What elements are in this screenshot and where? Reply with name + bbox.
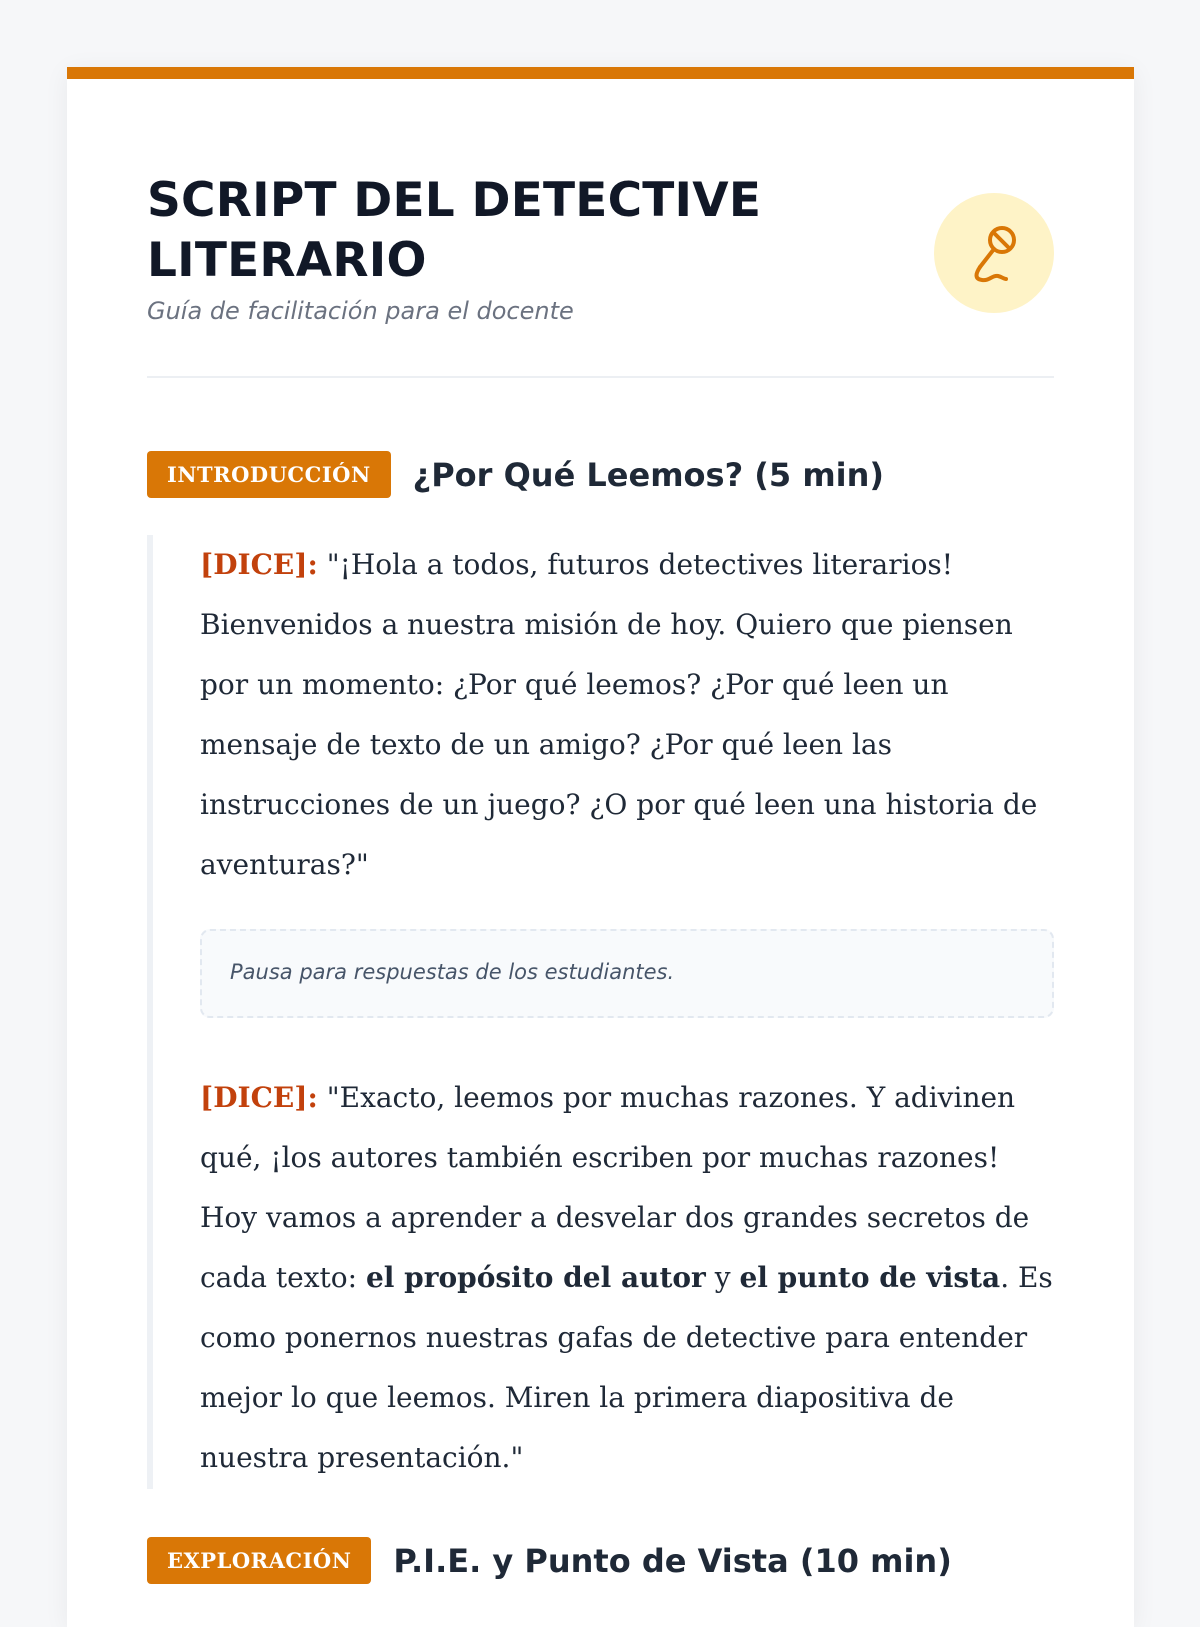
paragraph-emphasis: el punto de vista <box>739 1261 1001 1294</box>
section-badge: EXPLORACIÓN <box>147 1537 371 1584</box>
paragraph-text: "Exacto, leemos por muchas razones. Y adivinen qué, ¡los autores también escriben por muchas razones! Hoy vamos a aprender a desvelar dos grandes secretos de cada texto: <box>200 1081 1030 1294</box>
speaker-label: [DICE]: <box>200 1081 318 1114</box>
section-heading-introduccion <box>147 451 884 498</box>
section-title: P.I.E. y Punto de Vista (10 min) <box>393 1541 952 1580</box>
pause-note-text: Pausa para respuestas de los estudiantes. <box>230 960 675 984</box>
page-title: SCRIPT DEL DETECTIVE LITERARIO <box>147 173 762 288</box>
section-title: ¿Por Qué Leemos? (5 min) <box>412 455 885 494</box>
section-heading-exploracion <box>147 1537 952 1584</box>
card-content <box>147 79 1054 1580</box>
paragraph-text: . Es como ponernos nuestras gafas de detective para entender mejor lo que leemos. Miren la primera diapositiva de nuestra presentación." <box>200 1261 1053 1474</box>
pause-note <box>200 929 1054 1018</box>
paragraph-text: y <box>705 1261 740 1294</box>
paragraph-emphasis: el propósito del autor <box>365 1261 706 1294</box>
section-badge: INTRODUCCIÓN <box>147 451 391 498</box>
script-paragraph <box>200 535 1054 895</box>
script-header <box>147 79 1054 378</box>
speaker-label: [DICE]: <box>200 548 318 581</box>
page-subtitle: Guía de facilitación para el docente <box>147 297 574 325</box>
script-paragraph <box>200 1068 1054 1488</box>
microphone-icon <box>934 193 1054 313</box>
script-card <box>67 67 1134 1627</box>
script-block <box>147 535 1054 1489</box>
paragraph-text: "¡Hola a todos, futuros detectives literarios! Bienvenidos a nuestra misión de hoy. Quiero que piensen por un momento: ¿Por qué leemos? ¿Por qué leen un mensaje de texto de un amigo? ¿Por qué leen las instrucciones de un juego? ¿O por qué leen una historia de aventuras?" <box>200 548 1038 881</box>
